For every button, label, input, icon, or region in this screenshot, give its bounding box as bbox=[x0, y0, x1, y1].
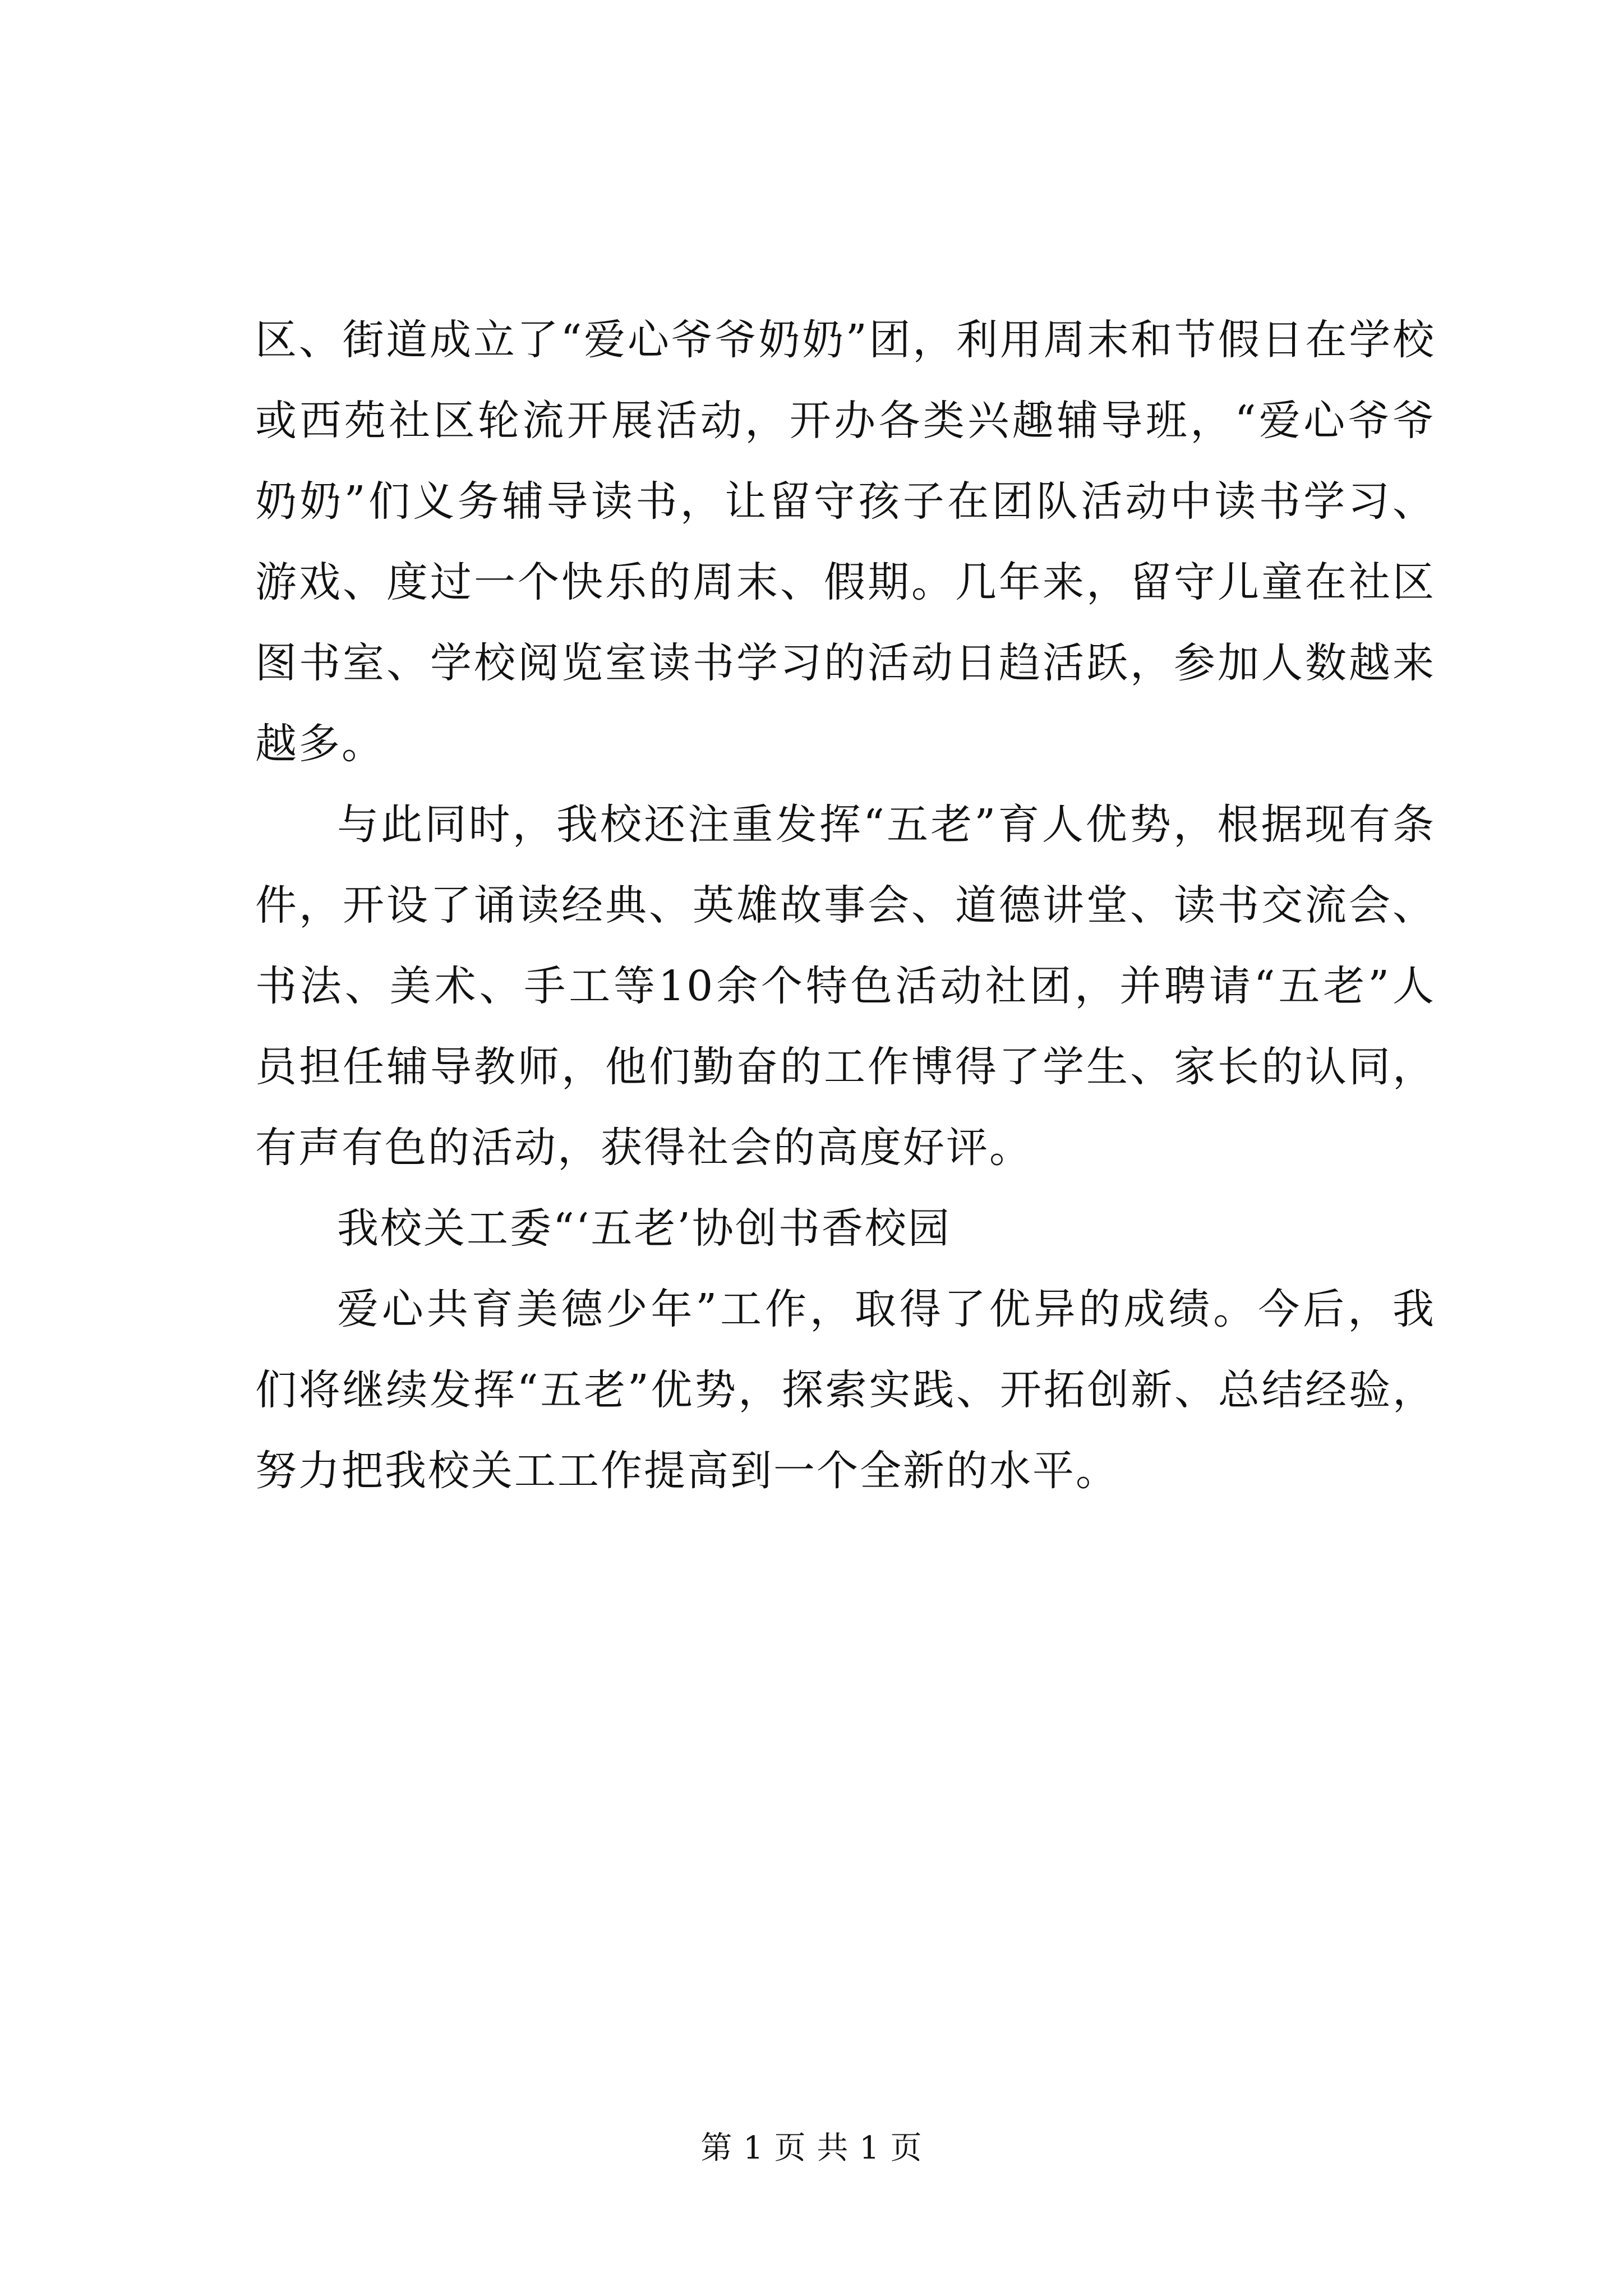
paragraph-summary-heading: 我校关工委“‘五老’协创书香校园 bbox=[337, 1204, 951, 1253]
paragraph-continuation: 区、街道成立了“爱心爷爷奶奶”团，利用周末和节假日在学校或西苑社区轮流开展活动，开办各类兴趣辅导班，“爱心爷爷奶奶”们义务辅导读书，让留守孩子在团队活动中读书学习、游戏、度过一个快乐的周末、假期。几年来，留守儿童在社区图书室、学校阅览室读书学习的活动日趋活跃，参加人数越来越多。 bbox=[255, 316, 1436, 768]
paragraph-five-elders-clubs: 与此同时，我校还注重发挥“五老”育人优势，根据现有条件，开设了诵读经典、英雄故事会、道德讲堂、读书交流会、书法、美术、手工等10余个特色活动社团，并聘请“五老”人员担任辅导教师，他们勤奋的工作博得了学生、家长的认同，有声有色的活动，获得社会的高度好评。 bbox=[255, 800, 1436, 1172]
paragraph-conclusion: 爱心共育美德少年”工作，取得了优异的成绩。今后，我们将继续发挥“五老”优势，探索实践、开拓创新、总结经验，努力把我校关工工作提高到一个全新的水平。 bbox=[255, 1285, 1436, 1495]
page-footer: 第 1 页 共 1 页 bbox=[700, 2130, 923, 2166]
document-body bbox=[255, 300, 1436, 1511]
